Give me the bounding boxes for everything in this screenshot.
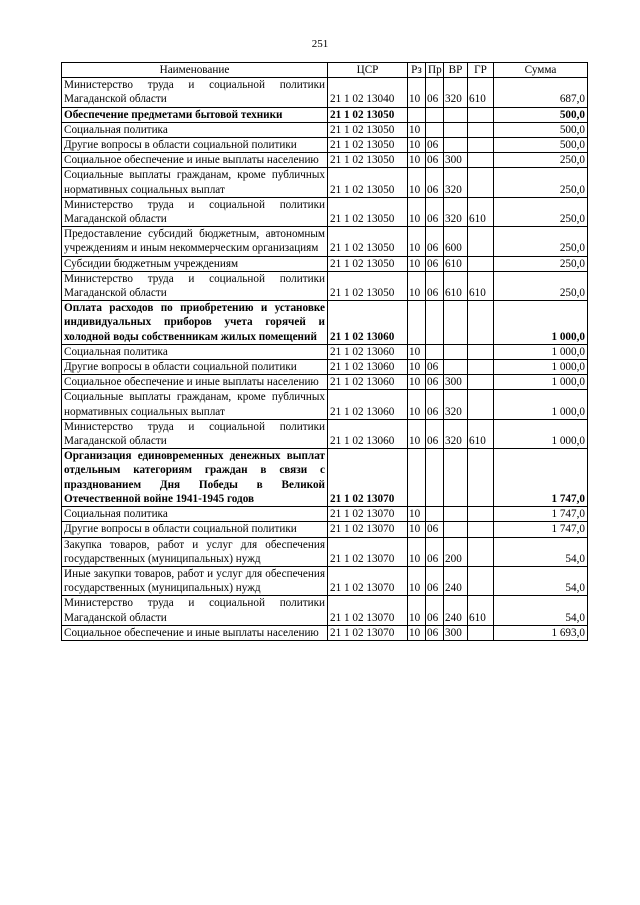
cell-vr: 320: [444, 78, 468, 107]
cell-vr: 600: [444, 227, 468, 256]
cell-gr: 610: [468, 596, 494, 625]
cell-gr: [468, 507, 494, 522]
cell-name: Министерство труда и социальной политики Магаданской области: [62, 419, 328, 448]
cell-pr: 06: [426, 153, 444, 168]
cell-sum: 1 693,0: [494, 625, 588, 640]
cell-csr: 21 1 02 13060: [328, 360, 408, 375]
table-row: [62, 566, 588, 595]
cell-csr: 21 1 02 13050: [328, 107, 408, 122]
cell-name: Социальное обеспечение и иные выплаты населению: [62, 153, 328, 168]
cell-gr: [468, 301, 494, 345]
cell-vr: [444, 360, 468, 375]
cell-pr: 06: [426, 375, 444, 390]
cell-rz: 10: [408, 153, 426, 168]
cell-name: Субсидии бюджетным учреждениям: [62, 256, 328, 271]
cell-vr: 300: [444, 625, 468, 640]
table-row: [62, 256, 588, 271]
cell-vr: 320: [444, 419, 468, 448]
cell-name: Обеспечение предметами бытовой техники: [62, 107, 328, 122]
cell-rz: [408, 107, 426, 122]
cell-rz: 10: [408, 360, 426, 375]
cell-sum: 1 000,0: [494, 390, 588, 419]
cell-csr: 21 1 02 13070: [328, 596, 408, 625]
table-row: [62, 301, 588, 345]
cell-sum: 54,0: [494, 596, 588, 625]
cell-pr: 06: [426, 256, 444, 271]
cell-name: Министерство труда и социальной политики Магаданской области: [62, 271, 328, 300]
cell-vr: 300: [444, 375, 468, 390]
cell-name: Социальное обеспечение и иные выплаты населению: [62, 375, 328, 390]
table-row: [62, 107, 588, 122]
cell-vr: [444, 301, 468, 345]
cell-rz: 10: [408, 256, 426, 271]
cell-vr: [444, 507, 468, 522]
table-row: [62, 419, 588, 448]
table-row: [62, 227, 588, 256]
cell-rz: 10: [408, 625, 426, 640]
cell-rz: 10: [408, 122, 426, 137]
cell-gr: [468, 360, 494, 375]
cell-gr: [468, 153, 494, 168]
cell-name: Другие вопросы в области социальной политики: [62, 522, 328, 537]
cell-pr: 06: [426, 625, 444, 640]
table-row: [62, 537, 588, 566]
cell-rz: 10: [408, 390, 426, 419]
cell-sum: 1 747,0: [494, 449, 588, 507]
cell-pr: 06: [426, 78, 444, 107]
cell-vr: 200: [444, 537, 468, 566]
cell-sum: 500,0: [494, 122, 588, 137]
cell-csr: 21 1 02 13050: [328, 138, 408, 153]
table-row: [62, 122, 588, 137]
table-row: [62, 138, 588, 153]
cell-gr: [468, 138, 494, 153]
table-row: [62, 344, 588, 359]
cell-name: Министерство труда и социальной политики Магаданской области: [62, 197, 328, 226]
cell-name: Министерство труда и социальной политики Магаданской области: [62, 78, 328, 107]
cell-name: Министерство труда и социальной политики Магаданской области: [62, 596, 328, 625]
cell-rz: 10: [408, 419, 426, 448]
cell-gr: [468, 122, 494, 137]
cell-pr: 06: [426, 360, 444, 375]
cell-gr: 610: [468, 197, 494, 226]
cell-sum: 1 000,0: [494, 301, 588, 345]
cell-name: Закупка товаров, работ и услуг для обеспечения государственных (муниципальных) нужд: [62, 537, 328, 566]
cell-pr: [426, 507, 444, 522]
cell-gr: [468, 256, 494, 271]
cell-name: Другие вопросы в области социальной политики: [62, 138, 328, 153]
cell-csr: 21 1 02 13070: [328, 566, 408, 595]
cell-gr: 610: [468, 78, 494, 107]
cell-pr: 06: [426, 197, 444, 226]
cell-csr: 21 1 02 13050: [328, 227, 408, 256]
cell-csr: 21 1 02 13060: [328, 301, 408, 345]
cell-csr: 21 1 02 13060: [328, 419, 408, 448]
table-row: [62, 197, 588, 226]
cell-csr: 21 1 02 13050: [328, 256, 408, 271]
cell-name: Социальная политика: [62, 122, 328, 137]
cell-pr: 06: [426, 168, 444, 197]
cell-rz: 10: [408, 522, 426, 537]
cell-vr: 610: [444, 271, 468, 300]
cell-name: Социальное обеспечение и иные выплаты населению: [62, 625, 328, 640]
page-number: 251: [311, 38, 329, 50]
table-row: [62, 168, 588, 197]
cell-sum: 500,0: [494, 107, 588, 122]
header-csr: ЦСР: [328, 63, 408, 78]
cell-name: Другие вопросы в области социальной политики: [62, 360, 328, 375]
cell-csr: 21 1 02 13060: [328, 390, 408, 419]
cell-vr: [444, 107, 468, 122]
cell-csr: 21 1 02 13050: [328, 168, 408, 197]
cell-gr: [468, 227, 494, 256]
cell-vr: [444, 344, 468, 359]
table-row: [62, 360, 588, 375]
header-sum: Сумма: [494, 63, 588, 78]
cell-sum: 1 000,0: [494, 360, 588, 375]
cell-gr: [468, 107, 494, 122]
cell-gr: [468, 375, 494, 390]
cell-csr: 21 1 02 13050: [328, 197, 408, 226]
cell-sum: 1 747,0: [494, 507, 588, 522]
cell-rz: [408, 449, 426, 507]
cell-pr: 06: [426, 566, 444, 595]
cell-sum: 1 000,0: [494, 375, 588, 390]
cell-rz: 10: [408, 375, 426, 390]
cell-pr: 06: [426, 271, 444, 300]
cell-sum: 250,0: [494, 227, 588, 256]
table-row: [62, 78, 588, 107]
cell-gr: [468, 344, 494, 359]
cell-csr: 21 1 02 13070: [328, 507, 408, 522]
cell-rz: [408, 301, 426, 345]
cell-name: Социальные выплаты гражданам, кроме публичных нормативных социальных выплат: [62, 168, 328, 197]
cell-rz: 10: [408, 344, 426, 359]
cell-gr: [468, 168, 494, 197]
header-vr: ВР: [444, 63, 468, 78]
cell-vr: 240: [444, 596, 468, 625]
cell-pr: [426, 122, 444, 137]
cell-vr: [444, 138, 468, 153]
cell-pr: 06: [426, 596, 444, 625]
table-row: [62, 449, 588, 507]
cell-csr: 21 1 02 13060: [328, 375, 408, 390]
cell-gr: [468, 390, 494, 419]
cell-csr: 21 1 02 13070: [328, 625, 408, 640]
cell-pr: 06: [426, 537, 444, 566]
cell-name: Социальная политика: [62, 507, 328, 522]
cell-sum: 250,0: [494, 271, 588, 300]
cell-gr: 610: [468, 271, 494, 300]
cell-vr: 320: [444, 168, 468, 197]
cell-vr: 320: [444, 390, 468, 419]
cell-rz: 10: [408, 271, 426, 300]
cell-gr: [468, 566, 494, 595]
cell-rz: 10: [408, 138, 426, 153]
cell-csr: 21 1 02 13070: [328, 537, 408, 566]
table-row: [62, 375, 588, 390]
cell-vr: 240: [444, 566, 468, 595]
cell-vr: 300: [444, 153, 468, 168]
cell-csr: 21 1 02 13050: [328, 271, 408, 300]
cell-name: Социальная политика: [62, 344, 328, 359]
table-header-row: [62, 63, 588, 78]
cell-rz: 10: [408, 227, 426, 256]
cell-vr: [444, 449, 468, 507]
cell-rz: 10: [408, 566, 426, 595]
cell-sum: 1 747,0: [494, 522, 588, 537]
cell-csr: 21 1 02 13050: [328, 153, 408, 168]
budget-table: [61, 62, 588, 641]
table-row: [62, 596, 588, 625]
table-row: [62, 153, 588, 168]
cell-pr: [426, 344, 444, 359]
cell-pr: 06: [426, 522, 444, 537]
table-row: [62, 625, 588, 640]
cell-sum: 54,0: [494, 537, 588, 566]
cell-rz: 10: [408, 596, 426, 625]
cell-sum: 687,0: [494, 78, 588, 107]
cell-pr: [426, 301, 444, 345]
table-row: [62, 507, 588, 522]
cell-pr: 06: [426, 138, 444, 153]
cell-rz: 10: [408, 537, 426, 566]
cell-csr: 21 1 02 13070: [328, 449, 408, 507]
header-gr: ГР: [468, 63, 494, 78]
cell-sum: 500,0: [494, 138, 588, 153]
cell-gr: 610: [468, 419, 494, 448]
cell-vr: 320: [444, 197, 468, 226]
table-row: [62, 271, 588, 300]
cell-rz: 10: [408, 78, 426, 107]
header-name: Наименование: [62, 63, 328, 78]
cell-name: Предоставление субсидий бюджетным, автономным учреждениям и иным некоммерческим организациям: [62, 227, 328, 256]
cell-name: Оплата расходов по приобретению и установке индивидуальных приборов учета горячей и холодной воды собственникам жилых помещений: [62, 301, 328, 345]
cell-pr: [426, 107, 444, 122]
cell-vr: [444, 522, 468, 537]
cell-gr: [468, 625, 494, 640]
cell-vr: [444, 122, 468, 137]
cell-sum: 250,0: [494, 153, 588, 168]
header-pr: Пр: [426, 63, 444, 78]
cell-sum: 1 000,0: [494, 419, 588, 448]
cell-vr: 610: [444, 256, 468, 271]
cell-csr: 21 1 02 13050: [328, 122, 408, 137]
table-row: [62, 522, 588, 537]
cell-rz: 10: [408, 197, 426, 226]
cell-sum: 54,0: [494, 566, 588, 595]
cell-name: Организация единовременных денежных выплат отдельным категориям граждан в связи с празднованием Дня Победы в Великой Отечественной войне 1941-1945 годов: [62, 449, 328, 507]
cell-sum: 250,0: [494, 168, 588, 197]
cell-name: Иные закупки товаров, работ и услуг для обеспечения государственных (муниципальных) нужд: [62, 566, 328, 595]
cell-pr: [426, 449, 444, 507]
cell-gr: [468, 537, 494, 566]
cell-sum: 250,0: [494, 256, 588, 271]
cell-sum: 250,0: [494, 197, 588, 226]
cell-gr: [468, 522, 494, 537]
cell-name: Социальные выплаты гражданам, кроме публичных нормативных социальных выплат: [62, 390, 328, 419]
header-rz: Рз: [408, 63, 426, 78]
cell-pr: 06: [426, 227, 444, 256]
cell-pr: 06: [426, 419, 444, 448]
table-row: [62, 390, 588, 419]
cell-csr: 21 1 02 13040: [328, 78, 408, 107]
cell-rz: 10: [408, 168, 426, 197]
cell-gr: [468, 449, 494, 507]
cell-sum: 1 000,0: [494, 344, 588, 359]
table-body: [62, 78, 588, 641]
cell-rz: 10: [408, 507, 426, 522]
cell-pr: 06: [426, 390, 444, 419]
cell-csr: 21 1 02 13060: [328, 344, 408, 359]
cell-csr: 21 1 02 13070: [328, 522, 408, 537]
